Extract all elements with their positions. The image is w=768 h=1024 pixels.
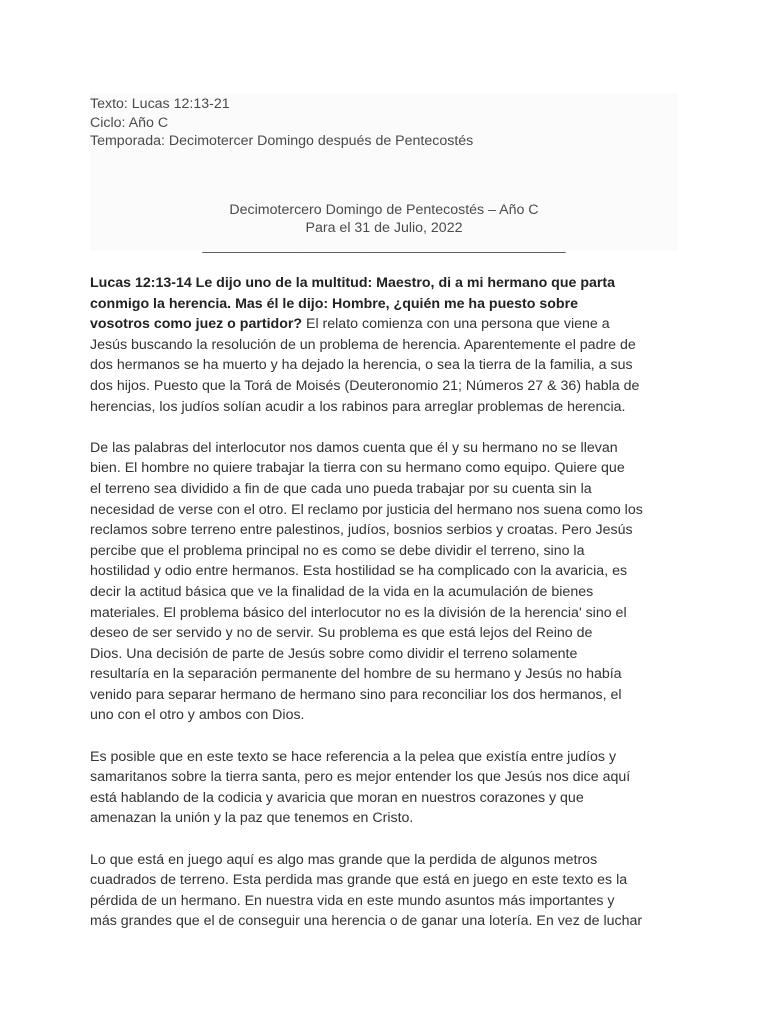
line-text: bien. El hombre no quiere trabajar la tierra con su hermano como equipo. Quiere que [90,460,625,477]
paragraph-line [90,767,682,788]
paragraph-line [90,273,682,294]
paragraph-line [90,500,682,521]
scripture-quote: Lucas 12:13-14 Le dijo uno de la multitud: Maestro, di a mi hermano que parta [90,275,616,291]
line-text: hostilidad y odio entre hermanos. Esta hostilidad se ha complicado con la avaricia, es [90,563,628,580]
sermon-date: Para el 31 de Julio, 2022 [305,220,463,236]
texto-line: Texto: Lucas 12:13-21 [90,96,230,112]
line-text: Jesús buscando la resolución de un problema de herencia. Aparentemente el padre de [90,336,636,353]
line-text: necesidad de verse con el otro. El reclamo por justicia del hermano nos suena como los [90,501,643,518]
body-paragraph [90,747,682,829]
paragraph-line [90,376,682,397]
paragraph-line [90,623,682,644]
sermon-body [90,273,682,953]
sermon-title: Decimotercero Domingo de Pentecostés – Año C [229,202,539,218]
paragraph-line [90,520,682,541]
body-paragraph [90,273,682,417]
paragraph-line [90,458,682,479]
paragraph-line [90,397,682,418]
line-text: pérdida de un hermano. En nuestra vida en este mundo asuntos más importantes y [90,892,615,909]
line-text: reclamos sobre terreno entre palestinos, judíos, bosnios serbios y croatas. Pero Jesús [90,522,633,539]
line-text: herencias, los judíos solían acudir a los rabinos para arreglar problemas de herencia. [90,398,626,415]
line-text: samaritanos sobre la tierra santa, pero es mejor entender los que Jesús nos dice aquí [90,769,631,786]
line-text: deseo de ser servido y no de servir. Su problema es que está lejos del Reino de [90,625,593,642]
line-text: Es posible que en este texto se hace referencia a la pelea que existía entre judíos y [90,748,617,765]
paragraph-line [90,479,682,500]
line-text: dos hermanos se ha muerto y ha dejado la herencia, o sea la tierra de la familia, a sus [90,357,633,374]
paragraph-line [90,850,682,871]
line-text: cuadrados de terreno. Esta perdida mas grande que está en juego en este texto es la [90,872,628,889]
paragraph-line [90,870,682,891]
line-text: más grandes que el de conseguir una herencia o de ganar una lotería. En vez de luchar [90,913,643,930]
line-text: amenazan la unión y la paz que tenemos en Cristo. [90,810,414,827]
line-text: venido para separar hermano de hermano sino para reconciliar los dos hermanos, el [90,686,622,703]
line-text: Dios. Una decisión de parte de Jesús sobre como dividir el terreno solamente [90,645,578,662]
paragraph-line [90,644,682,665]
paragraph-line [90,541,682,562]
line-text: percibe que el problema principal no es como se debe dividir el terreno, sino la [90,542,585,559]
title-rule: ______________________________________________ [202,238,566,254]
scripture-quote: vosotros como juez o partidor? [90,316,303,333]
line-text: el terreno sea dividido a fin de que cada uno pueda trabajar por su cuenta sin la [90,480,592,497]
sermon-title-block [90,201,678,255]
paragraph-line [90,335,682,356]
paragraph-line [90,891,682,912]
ciclo-line: Ciclo: Año C [90,114,169,131]
scripture-quote: conmigo la herencia. Mas él le dijo: Hombre, ¿quién me ha puesto sobre [90,295,578,312]
paragraph-line [90,294,682,315]
line-text: materiales. El problema básico del interlocutor no es la división de la herencia' sino el [90,604,627,621]
paragraph-line [90,664,682,685]
body-paragraph [90,850,682,932]
paragraph-line [90,747,682,768]
line-text: De las palabras del interlocutor nos damos cuenta que él y su hermano no se llevan [90,439,618,456]
paragraph-line [90,314,682,335]
line-text: resultaría en la separación permanente del hombre de su hermano y Jesús no había [90,666,622,683]
line-text: uno con el otro y ambos con Dios. [90,707,305,724]
paragraph-line [90,911,682,932]
line-text: dos hijos. Puesto que la Torá de Moisés (Deuteronomio 21; Números 27 & 36) habla de [90,377,640,394]
paragraph-line [90,582,682,603]
temporada-line: Temporada: Decimotercer Domingo después de Pentecostés [90,133,474,149]
paragraph-line [90,685,682,706]
line-text: Lo que está en juego aquí es algo mas grande que la perdida de algunos metros [90,851,598,868]
paragraph-line [90,561,682,582]
document-metadata [90,95,473,151]
line-text: está hablando de la codicia y avaricia que moran en nuestros corazones y que [90,789,584,806]
body-paragraph [90,438,682,726]
paragraph-line [90,788,682,809]
paragraph-line [90,438,682,459]
paragraph-line [90,603,682,624]
paragraph-line [90,808,682,829]
paragraph-line [90,705,682,726]
paragraph-line [90,355,682,376]
line-text: decir la actitud básica que ve la finalidad de la vida en la acumulación de bienes [90,583,594,600]
line-text: El relato comienza con una persona que viene a [302,316,610,333]
